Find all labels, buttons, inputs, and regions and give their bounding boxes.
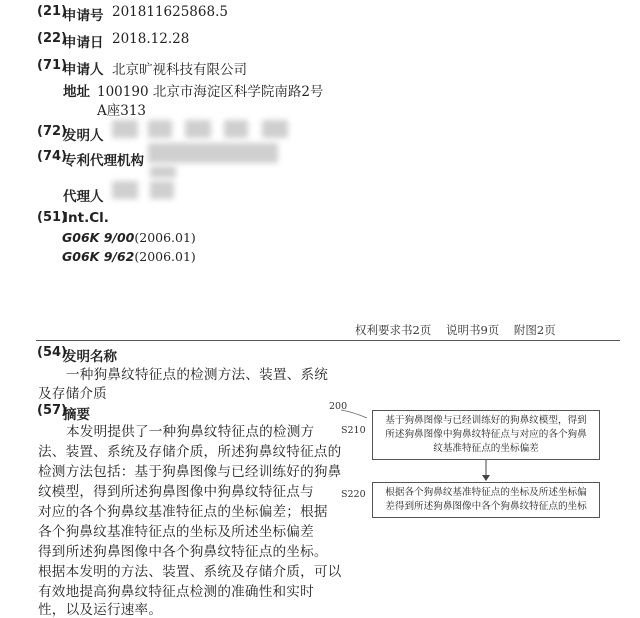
page-counts: 权利要求书2页 说明书9页 附图2页	[355, 323, 556, 337]
app-date-label: 申请日	[63, 35, 104, 51]
agency-label: 专利代理机构	[63, 153, 144, 169]
title-code: (54)	[37, 345, 67, 360]
intcl-code: (51)	[37, 210, 67, 225]
abstract-code: (57)	[37, 403, 67, 418]
abstract-line: 各个狗鼻纹基准特征点的坐标及所述坐标偏差	[38, 524, 314, 540]
abstract-line: 法、装置、系统及存储介质，所述狗鼻纹特征点的	[38, 444, 342, 460]
abstract-line: 有效地提高狗鼻纹特征点检测的准确性和实时	[38, 584, 314, 600]
address-line-1: 100190 北京市海淀区科学院南路2号	[97, 84, 324, 100]
abstract-line: 性，以及运行速率。	[38, 602, 163, 618]
flow-step-s220: 根据各个狗鼻纹基准特征点的坐标及所述坐标偏 差得到所述狗鼻图像中各个狗鼻纹特征点的坐标	[372, 482, 600, 518]
flow-step-s210: 基于狗鼻图像与已经训练好的狗鼻纹模型，得到 所述狗鼻图像中狗鼻纹特征点与对应的各个狗鼻 纹基准特征点的坐标偏差	[372, 410, 600, 460]
step-id-s210: S210	[341, 425, 366, 436]
abstract-line: 根据本发明的方法、装置、系统及存储介质，可以	[38, 564, 342, 580]
flowchart-ref: 200	[329, 401, 348, 412]
title-label: 发明名称	[63, 349, 117, 365]
flow-arrow-icon	[480, 460, 492, 482]
applicant-value: 北京旷视科技有限公司	[112, 62, 247, 78]
abstract-line: 对应的各个狗鼻纹基准特征点的坐标偏差；根据	[38, 504, 328, 520]
address-line-2: A座313	[97, 103, 147, 119]
invention-title-line: 及存储介质	[38, 386, 107, 402]
abstract-line: 本发明提供了一种狗鼻纹特征点的检测方	[66, 424, 315, 440]
app-date-code: (22)	[37, 31, 67, 46]
step-id-s220: S220	[341, 489, 366, 500]
agent-label: 代理人	[63, 189, 104, 205]
address-label: 地址	[63, 84, 90, 100]
intcl-label: Int.Cl.	[63, 210, 109, 226]
app-no-label: 申请号	[63, 8, 104, 24]
abstract-label: 摘要	[63, 407, 90, 423]
abstract-line: 纹模型，得到所述狗鼻图像中狗鼻纹特征点与	[38, 484, 314, 500]
applicant-label: 申请人	[63, 62, 104, 78]
app-no-code: (21)	[37, 4, 67, 19]
applicant-code: (71)	[37, 58, 67, 73]
agency-code: (74)	[37, 149, 67, 164]
inventor-label: 发明人	[63, 128, 104, 144]
app-date-value: 2018.12.28	[112, 31, 190, 47]
ipc-class-2: G06K 9/62(2006.01)	[62, 249, 196, 264]
invention-title-line: 一种狗鼻纹特征点的检测方法、装置、系统	[66, 367, 329, 383]
abstract-line: 检测方法包括：基于狗鼻图像与已经训练好的狗鼻	[38, 464, 342, 480]
inventor-code: (72)	[37, 124, 67, 139]
ref-leader-line	[339, 408, 369, 420]
app-no-value: 201811625868.5	[112, 4, 228, 20]
divider	[36, 340, 620, 341]
abstract-line: 得到所述狗鼻图像中各个狗鼻纹特征点的坐标。	[38, 544, 328, 560]
ipc-class-1: G06K 9/00(2006.01)	[62, 230, 196, 245]
